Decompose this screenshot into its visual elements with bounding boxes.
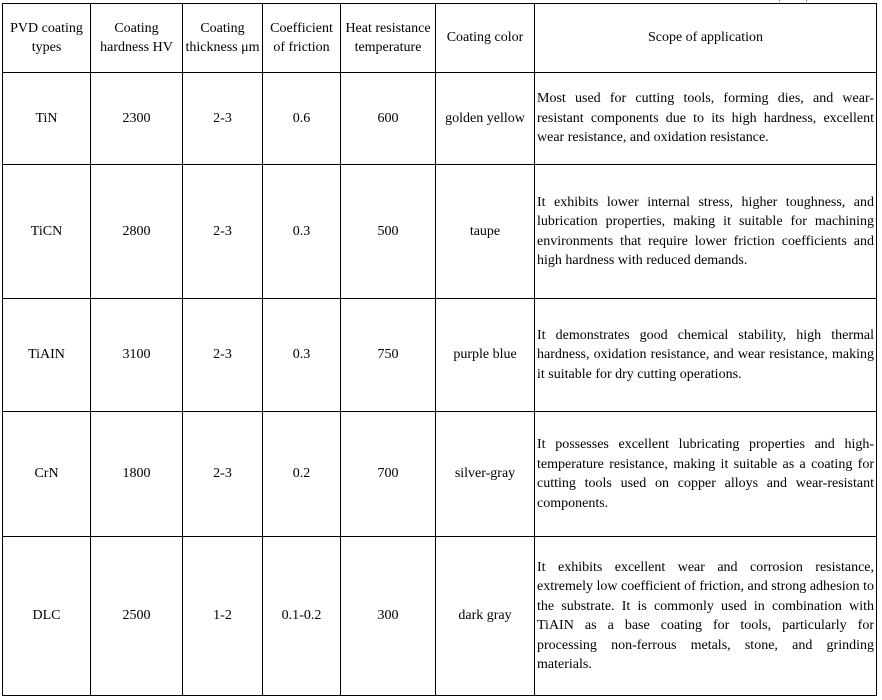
table-row: [3, 412, 877, 537]
cell-color: dark gray: [436, 537, 535, 696]
cell-color: taupe: [436, 165, 535, 299]
cell-thickness: 1-2: [183, 537, 263, 696]
cell-scope: It demonstrates good chemical stability, high thermal hardness, oxidation resistance, and wear resistance, making it suitable for dry cutting operations.: [535, 299, 877, 412]
header-scope: Scope of application: [535, 4, 877, 73]
cell-friction: 0.6: [263, 73, 341, 165]
table-row: [3, 165, 877, 299]
header-friction: Coefficient of friction: [263, 4, 341, 73]
cell-hardness: 2800: [91, 165, 183, 299]
cell-thickness: 2-3: [183, 299, 263, 412]
cell-thickness: 2-3: [183, 73, 263, 165]
cell-thickness: 2-3: [183, 165, 263, 299]
cell-hardness: 2300: [91, 73, 183, 165]
cell-scope: It exhibits excellent wear and corrosion resistance, extremely low coefficient of friction, and strong adhesion to the substrate. It is commonly used in combination with TiAIN as a base coating for tools, particularly for processing non-ferrous metals, stone, and grinding materials.: [535, 537, 877, 696]
cell-type: TiAIN: [3, 299, 91, 412]
cell-heat: 750: [341, 299, 436, 412]
header-row: [3, 4, 877, 73]
cell-scope: Most used for cutting tools, forming dies, and wear-resistant components due to its high hardness, excellent wear resistance, and oxidation resistance.: [535, 73, 877, 165]
cell-scope: It exhibits lower internal stress, higher toughness, and lubrication properties, making it suitable for machining environments that require lower friction coefficients and high hardness with reduced demands.: [535, 165, 877, 299]
cell-color: silver-gray: [436, 412, 535, 537]
cell-friction: 0.3: [263, 299, 341, 412]
cell-type: CrN: [3, 412, 91, 537]
cell-friction: 0.2: [263, 412, 341, 537]
cell-type: TiCN: [3, 165, 91, 299]
header-hardness: Coating hardness HV: [91, 4, 183, 73]
cell-color: golden yellow: [436, 73, 535, 165]
table-row: [3, 537, 877, 696]
cell-heat: 500: [341, 165, 436, 299]
header-color: Coating color: [436, 4, 535, 73]
cell-friction: 0.3: [263, 165, 341, 299]
cell-hardness: 2500: [91, 537, 183, 696]
header-heat: Heat resistance temperature: [341, 4, 436, 73]
cell-thickness: 2-3: [183, 412, 263, 537]
cell-color: purple blue: [436, 299, 535, 412]
cell-heat: 700: [341, 412, 436, 537]
cell-friction: 0.1-0.2: [263, 537, 341, 696]
table-row: [3, 73, 877, 165]
cell-type: DLC: [3, 537, 91, 696]
table-corner-mark: [779, 0, 807, 2]
pvd-coating-table: [2, 3, 877, 696]
cell-heat: 600: [341, 73, 436, 165]
header-type: PVD coating types: [3, 4, 91, 73]
table-row: [3, 299, 877, 412]
cell-heat: 300: [341, 537, 436, 696]
cell-scope: It possesses excellent lubricating properties and high-temperature resistance, making it suitable as a coating for cutting tools used on copper alloys and wear-resistant components.: [535, 412, 877, 537]
cell-hardness: 1800: [91, 412, 183, 537]
cell-type: TiN: [3, 73, 91, 165]
cell-hardness: 3100: [91, 299, 183, 412]
header-thickness: Coating thickness μm: [183, 4, 263, 73]
